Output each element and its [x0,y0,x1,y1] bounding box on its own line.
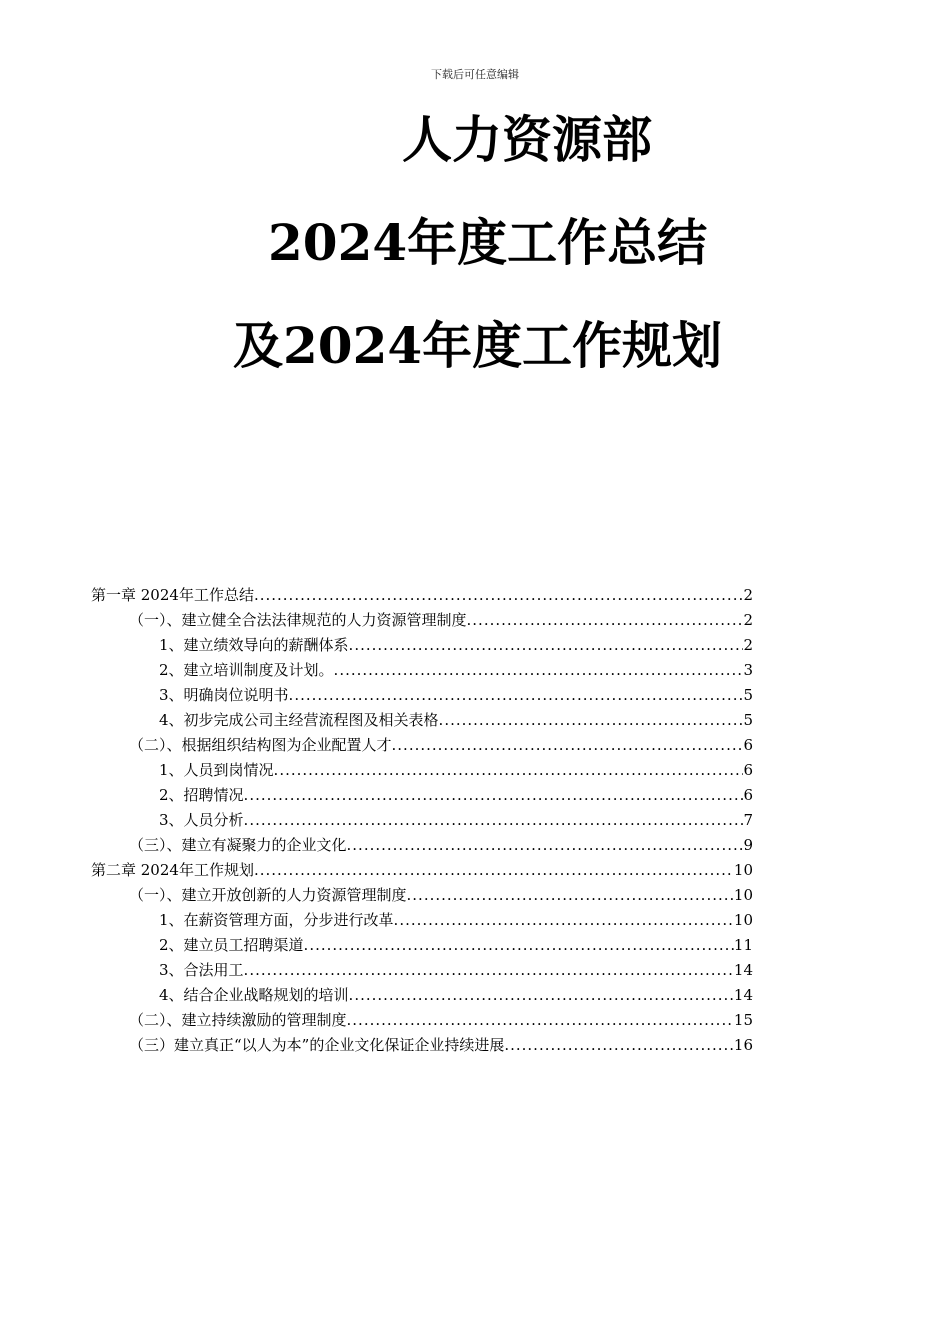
toc-entry[interactable] [91,958,753,983]
toc-dot-leader [244,783,744,808]
toc-entry[interactable] [91,608,753,633]
toc-dot-leader [254,583,744,608]
toc-page-number: 10 [733,911,753,929]
document-title-line-1: 人力资源部 [402,110,652,169]
toc-entry[interactable] [91,983,753,1008]
toc-page-number: 2 [743,611,753,629]
toc-entry[interactable] [91,933,753,958]
toc-page-number: 11 [733,936,753,954]
toc-dot-leader [439,708,744,733]
toc-page-number: 6 [743,786,753,804]
toc-entry-title: 3、明确岗位说明书 [159,686,289,704]
toc-page-number: 6 [743,736,753,754]
toc-entry-title: 2、建立员工招聘渠道 [159,936,304,954]
toc-entry[interactable] [91,808,753,833]
toc-entry-title: （三）建立真正“以人为本”的企业文化保证企业持续进展 [129,1036,505,1054]
toc-page-number: 6 [743,761,753,779]
toc-dot-leader [274,758,744,783]
toc-entry[interactable] [91,683,753,708]
toc-entry[interactable] [91,583,753,608]
toc-entry[interactable] [91,733,753,758]
toc-entry-title: （一）、建立健全合法法律规范的人力资源管理制度 [129,611,467,629]
document-title-line-3: 及2024年度工作规划 [233,316,723,375]
toc-dot-leader [349,983,734,1008]
toc-page-number: 5 [743,711,753,729]
toc-dot-leader [347,1008,734,1033]
toc-dot-leader [504,1033,734,1058]
toc-entry-title: （一）、建立开放创新的人力资源管理制度 [129,886,407,904]
toc-dot-leader [467,608,744,633]
table-of-contents [91,583,753,1058]
toc-entry[interactable] [91,708,753,733]
toc-page-number: 14 [733,986,753,1004]
toc-entry-title: （三）、建立有凝聚力的企业文化 [129,836,347,854]
toc-entry[interactable] [91,1008,753,1033]
toc-entry-title: 4、初步完成公司主经营流程图及相关表格 [159,711,439,729]
toc-entry-title: 3、人员分析 [159,811,244,829]
toc-entry[interactable] [91,658,753,683]
toc-page-number: 9 [743,836,753,854]
toc-entry-title: 2、建立培训制度及计划。 [159,661,334,679]
toc-page-number: 2 [743,586,753,604]
toc-page-number: 3 [743,661,753,679]
header-note: 下载后可任意编辑 [431,68,519,81]
toc-dot-leader [304,933,734,958]
toc-dot-leader [347,833,744,858]
toc-dot-leader [244,958,734,983]
toc-entry[interactable] [91,908,753,933]
toc-dot-leader [394,908,734,933]
toc-entry[interactable] [91,758,753,783]
toc-entry-title: 4、结合企业战略规划的培训 [159,986,349,1004]
toc-entry[interactable] [91,833,753,858]
toc-dot-leader [289,683,744,708]
toc-dot-leader [392,733,744,758]
toc-dot-leader [254,858,734,883]
document-title-line-2: 2024年度工作总结 [268,213,708,272]
toc-page-number: 14 [733,961,753,979]
toc-dot-leader [334,658,744,683]
toc-page-number: 7 [743,811,753,829]
toc-dot-leader [349,633,744,658]
toc-entry[interactable] [91,858,753,883]
toc-entry-title: 1、人员到岗情况 [159,761,274,779]
toc-entry[interactable] [91,633,753,658]
toc-page-number: 10 [733,861,753,879]
toc-entry-title: 第一章 2024年工作总结 [91,586,254,604]
toc-entry-title: 3、合法用工 [159,961,244,979]
toc-page-number: 16 [733,1036,753,1054]
toc-page-number: 5 [743,686,753,704]
toc-entry-title: 第二章 2024年工作规划 [91,861,254,879]
toc-entry-title: （二）、建立持续激励的管理制度 [129,1011,347,1029]
toc-dot-leader [244,808,744,833]
toc-page-number: 2 [743,636,753,654]
toc-entry[interactable] [91,1033,753,1058]
toc-entry[interactable] [91,883,753,908]
toc-page-number: 15 [733,1011,753,1029]
toc-entry[interactable] [91,783,753,808]
toc-dot-leader [407,883,734,908]
toc-entry-title: 2、招聘情况 [159,786,244,804]
toc-entry-title: （二）、根据组织结构图为企业配置人才 [129,736,392,754]
toc-entry-title: 1、在薪资管理方面，分步进行改革 [159,911,394,929]
toc-page-number: 10 [733,886,753,904]
toc-entry-title: 1、建立绩效导向的薪酬体系 [159,636,349,654]
